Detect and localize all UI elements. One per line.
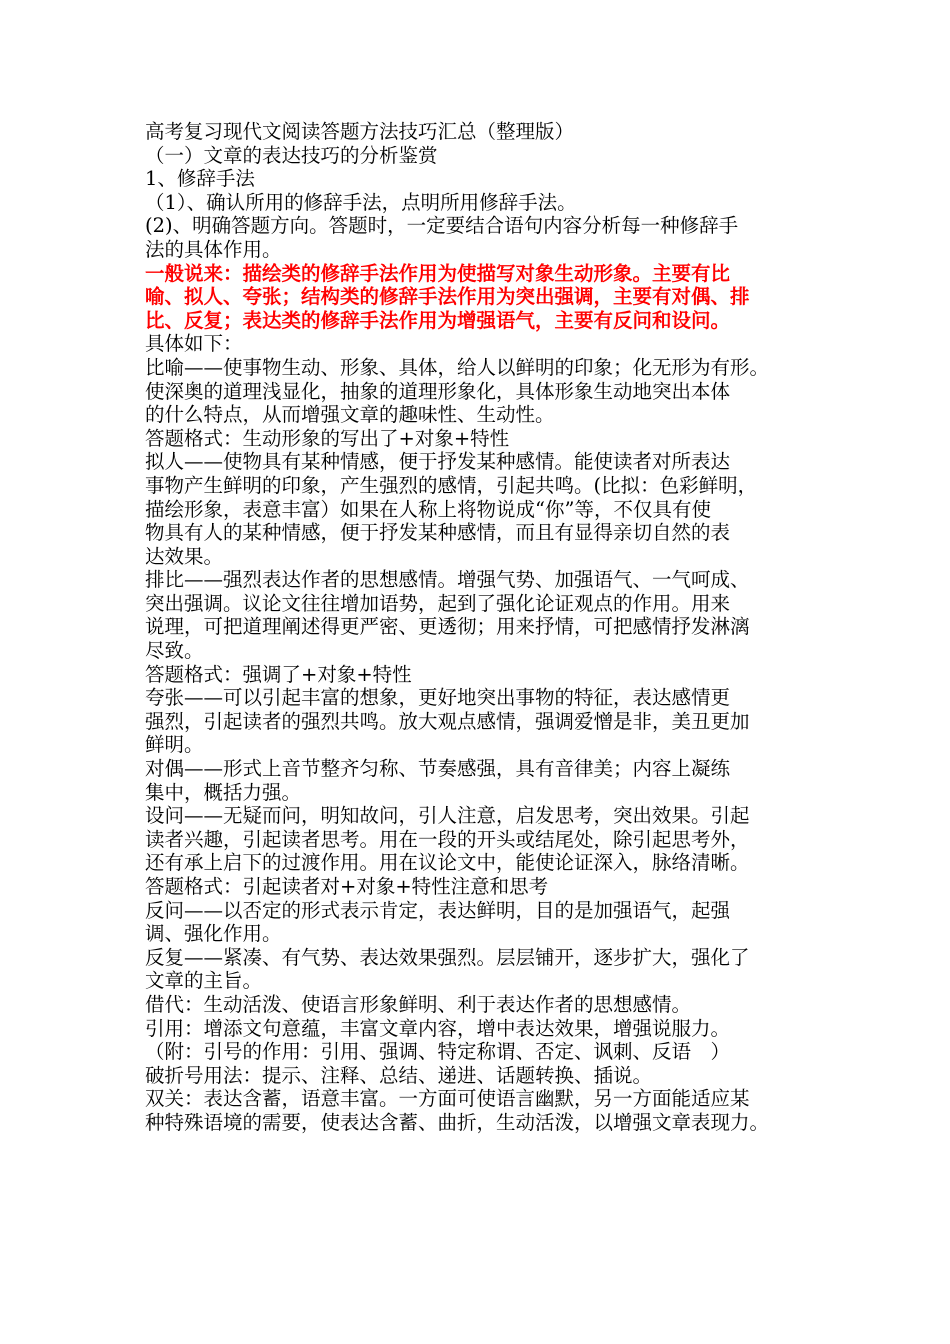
text-line: 借代：生动活泼、使语言形象鲜明、利于表达作者的思想感情。 (145, 992, 692, 1016)
text-line: 法的具体作用。 (145, 237, 282, 261)
text-line: 反问——以否定的形式表示肯定，表达鲜明，目的是加强语气，起强 (145, 898, 731, 922)
text-line: (2)、明确答题方向。答题时，一定要结合语句内容分析每一种修辞手 (145, 214, 739, 238)
text-line: 夸张——可以引起丰富的想象，更好地突出事物的特征，表达感情更 (145, 686, 731, 710)
text-line: 破折号用法：提示、注释、总结、递进、话题转换、插说。 (145, 1063, 653, 1087)
text-line: 读者兴趣，引起读者思考。用在一段的开头或结尾处，除引起思考外， (145, 827, 750, 851)
text-line: 调、强化作用。 (145, 922, 282, 946)
text-line: 集中，概括力强。 (145, 780, 302, 804)
text-line: 比喻——使事物生动、形象、具体，给人以鲜明的印象；化无形为有形。 (145, 355, 770, 379)
text-line: 具体如下： (145, 332, 243, 356)
emphasis-line: 一般说来：描绘类的修辞手法作用为使描写对象生动形象。主要有比 (145, 261, 731, 285)
text-line: 引用：增添文句意蕴，丰富文章内容，增中表达效果，增强说服力。 (145, 1016, 731, 1040)
emphasis-line: 比、反复；表达类的修辞手法作用为增强语气，主要有反问和设问。 (145, 308, 731, 332)
document-page (145, 120, 820, 1135)
text-line: 高考复习现代文阅读答题方法技巧汇总（整理版） (145, 120, 575, 143)
document-body (145, 120, 820, 1135)
text-line: 使深奥的道理浅显化，抽象的道理形象化，具体形象生动地突出本体 (145, 379, 731, 403)
text-line: （附：引号的作用：引用、强调、特定称谓、否定、讽刺、反语 ） (145, 1040, 731, 1064)
text-line: 答题格式：生动形象的写出了+对象+特性 (145, 426, 510, 450)
text-line: 尽致。 (145, 639, 204, 663)
text-line: 说理，可把道理阐述得更严密、更透彻；用来抒情，可把感情抒发淋漓 (145, 615, 750, 639)
text-line: 答题格式：引起读者对+对象+特性注意和思考 (145, 875, 549, 898)
text-line: 还有承上启下的过渡作用。用在议论文中，能使论证深入，脉络清晰。 (145, 851, 750, 875)
text-line: 1、修辞手法 (145, 167, 255, 191)
text-line: 物具有人的某种情感，便于抒发某种感情，而且有显得亲切自然的表 (145, 521, 731, 545)
text-line: 文章的主旨。 (145, 969, 263, 993)
emphasis-line: 喻、拟人、夸张；结构类的修辞手法作用为突出强调，主要有对偶、排 (145, 285, 750, 309)
text-line: （一）文章的表达技巧的分析鉴赏 (145, 143, 438, 167)
text-line: 描绘形象，表意丰富）如果在人称上将物说成“你”等，不仅具有使 (145, 497, 711, 521)
text-line: 事物产生鲜明的印象，产生强烈的感情，引起共鸣。(比拟：色彩鲜明， (145, 473, 758, 497)
text-line: 对偶——形式上音节整齐匀称、节奏感强，具有音律美；内容上凝练 (145, 757, 731, 781)
text-line: 设问——无疑而问，明知故问，引人注意，启发思考，突出效果。引起 (145, 804, 750, 828)
text-line: 鲜明。 (145, 733, 204, 757)
text-line: 达效果。 (145, 544, 224, 568)
text-line: 拟人——使物具有某种情感，便于抒发某种感情。能使读者对所表达 (145, 450, 731, 474)
text-line: 突出强调。议论文往往增加语势，起到了强化论证观点的作用。用来 (145, 591, 731, 615)
text-line: 排比——强烈表达作者的思想感情。增强气势、加强语气、一气呵成、 (145, 568, 750, 592)
text-line: 答题格式：强调了+对象+特性 (145, 662, 412, 686)
text-line: 双关：表达含蓄，语意丰富。一方面可使语言幽默，另一方面能适应某 (145, 1087, 750, 1111)
text-line: 的什么特点，从而增强文章的趣味性、生动性。 (145, 403, 555, 427)
text-line: 反复——紧凑、有气势、表达效果强烈。层层铺开，逐步扩大，强化了 (145, 945, 750, 969)
text-line: 种特殊语境的需要，使表达含蓄、曲折，生动活泼，以增强文章表现力。 (145, 1110, 770, 1134)
text-line: （1）、确认所用的修辞手法，点明所用修辞手法。 (145, 190, 577, 214)
text-line: 强烈，引起读者的强烈共鸣。放大观点感情，强调爱憎是非，美丑更加 (145, 709, 750, 733)
